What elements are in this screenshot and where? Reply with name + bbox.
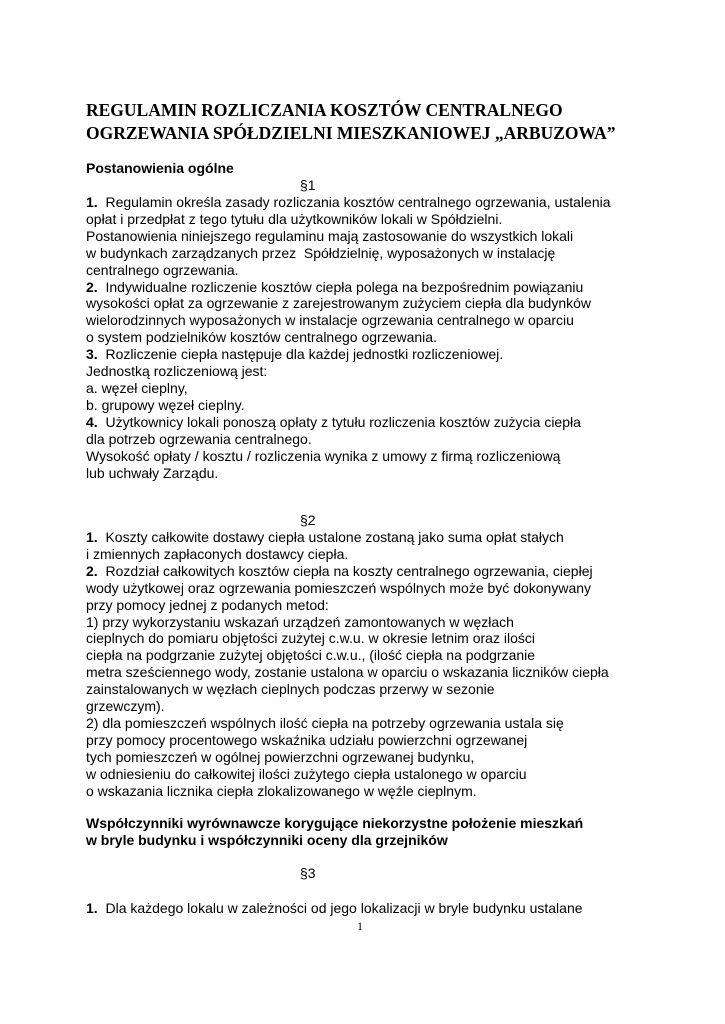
line-text: dla potrzeb ogrzewania centralnego. <box>86 430 312 447</box>
text-line <box>86 228 611 245</box>
text-line <box>86 715 609 732</box>
line-text: Jednostką rozliczeniową jest: <box>86 363 268 380</box>
section-heading-coefficients <box>86 815 583 849</box>
line-text: Indywidualne rozliczenie kosztów ciepła polega na bezpośrednim powiązaniu <box>97 278 584 295</box>
coeff-heading-line-2: w bryle budynku i współczynniki oceny dla grzejników <box>86 832 448 848</box>
item-number: 1. <box>86 529 98 545</box>
text-line <box>86 346 611 363</box>
title-line-1: REGULAMIN ROZLICZANIA KOSZTÓW CENTRALNEGO <box>86 100 563 120</box>
line-text: o system podzielników kosztów centralnego ogrzewania. <box>86 329 437 346</box>
line-text: 2) dla pomieszczeń wspólnych ilość ciepła na potrzeby ogrzewania ustala się <box>86 714 564 731</box>
item-number: 2. <box>86 562 98 579</box>
paragraph-mark-2: §2 <box>300 512 316 528</box>
text-line <box>86 363 611 380</box>
line-text: Postanowienia niniejszego regulaminu mają zastosowanie do wszystkich lokali <box>86 227 574 244</box>
text-line <box>86 698 609 715</box>
line-text: tych pomieszczeń w ogólnej powierzchni ogrzewanej budynku, <box>86 748 475 765</box>
line-text: cieplnych do pomiaru objętości zużytej c.w.u. w okresie letnim oraz ilości <box>86 630 535 647</box>
section-heading-general: Postanowienia ogólne <box>86 160 234 176</box>
text-line <box>86 245 611 262</box>
text-line <box>86 783 609 800</box>
text-line <box>86 312 611 329</box>
item-number: 3. <box>86 346 98 363</box>
line-text: a. węzeł cieplny, <box>86 379 188 396</box>
line-text: Rozliczenie ciepła następuje dla każdej jednostki rozliczeniowej. <box>97 346 504 363</box>
text-line <box>86 295 611 312</box>
item-number: 1. <box>86 194 98 210</box>
text-line <box>86 766 609 783</box>
text-line <box>86 681 609 698</box>
line-text: b. grupowy węzeł cieplny. <box>86 396 245 413</box>
line-text: i zmiennych zapłaconych dostawcy ciepła. <box>86 545 349 562</box>
line-text: 1) przy wykorzystaniu wskazań urządzeń zamontowanych w węzłach <box>86 613 514 630</box>
line-text: grzewczym). <box>86 698 165 715</box>
text-line <box>86 546 609 563</box>
text-line <box>86 380 611 397</box>
text-line <box>86 431 611 448</box>
text-line <box>86 262 611 279</box>
line-text: Wysokość opłaty / kosztu / rozliczenia wynika z umowy z firmą rozliczeniową <box>86 447 561 464</box>
line-text: metra sześciennego wody, zostanie ustalona w oparciu o wskazania liczników ciepła <box>86 664 609 681</box>
line-text: wody użytkowej oraz ogrzewania pomieszczeń wspólnych może być dokonywany <box>86 579 592 596</box>
section-3-body <box>86 900 583 917</box>
text-line <box>86 448 611 465</box>
item-number: 4. <box>86 413 98 430</box>
paragraph-mark-3: §3 <box>300 865 316 881</box>
text-line <box>86 211 611 228</box>
text-line <box>86 900 583 917</box>
paragraph-mark-1: §1 <box>300 177 316 193</box>
text-line <box>86 664 609 681</box>
text-line <box>86 597 609 614</box>
title-line-2: OGRZEWANIA SPÓŁDZIELNI MIESZKANIOWEJ „ARBUZOWA” <box>86 123 616 143</box>
line-text: o wskazania licznika ciepła zlokalizowanego w węźle cieplnym. <box>86 782 477 799</box>
line-text: ciepła na podgrzanie zużytej objętości c.w.u., (ilość ciepła na podgrzanie <box>86 647 536 664</box>
document-title <box>86 99 686 145</box>
text-line <box>86 563 609 580</box>
text-line <box>86 465 611 482</box>
text-line <box>86 397 611 414</box>
text-line <box>86 614 609 631</box>
line-text: Użytkownicy lokali ponoszą opłaty z tytułu rozliczenia kosztów zużycia ciepła <box>97 413 581 430</box>
item-number: 1. <box>86 900 98 916</box>
line-text: Koszty całkowite dostawy ciepła ustalone zostaną jako suma opłat stałych <box>97 529 564 545</box>
item-number: 2. <box>86 278 98 295</box>
line-text: wielorodzinnych wyposażonych w instalacje ogrzewania centralnego w oparciu <box>86 312 574 329</box>
text-line <box>86 580 609 597</box>
section-1-body <box>86 194 611 481</box>
line-text: Regulamin określa zasady rozliczania kosztów centralnego ogrzewania, ustalenia <box>97 194 611 210</box>
line-text: Rozdział całkowitych kosztów ciepła na koszty centralnego ogrzewania, ciepłej <box>97 562 593 579</box>
line-text: wysokości opłat za ogrzewanie z zarejestrowanym zużyciem ciepła dla budynków <box>86 295 592 312</box>
line-text: lub uchwały Zarządu. <box>86 464 219 481</box>
text-line <box>86 329 611 346</box>
text-line <box>86 647 609 664</box>
line-text: opłat i przedpłat z tego tytułu dla użytkowników lokali w Spółdzielni. <box>86 210 503 227</box>
coeff-heading-line-1: Współczynniki wyrównawcze korygujące niekorzystne położenie mieszkań <box>86 815 584 831</box>
text-line <box>86 630 609 647</box>
text-line <box>86 279 611 296</box>
text-line <box>86 732 609 749</box>
text-line <box>86 529 609 546</box>
line-text: Dla każdego lokalu w zależności od jego lokalizacji w bryle budynku ustalane <box>97 900 583 916</box>
page-number: 1 <box>357 919 363 933</box>
line-text: centralnego ogrzewania. <box>86 261 239 278</box>
text-line <box>86 414 611 431</box>
line-text: przy pomocy jednej z podanych metod: <box>86 596 329 613</box>
line-text: przy pomocy procentowego wskaźnika udziału powierzchni ogrzewanej <box>86 731 528 748</box>
line-text: zainstalowanych w węzłach cieplnych podczas przerwy w sezonie <box>86 681 495 698</box>
text-line <box>86 749 609 766</box>
text-line <box>86 194 611 211</box>
section-2-body <box>86 529 609 800</box>
line-text: w odniesieniu do całkowitej ilości zużytego ciepła ustalonego w oparciu <box>86 765 527 782</box>
line-text: w budynkach zarządzanych przez Spółdzielnię, wyposażonych w instalację <box>86 244 556 261</box>
